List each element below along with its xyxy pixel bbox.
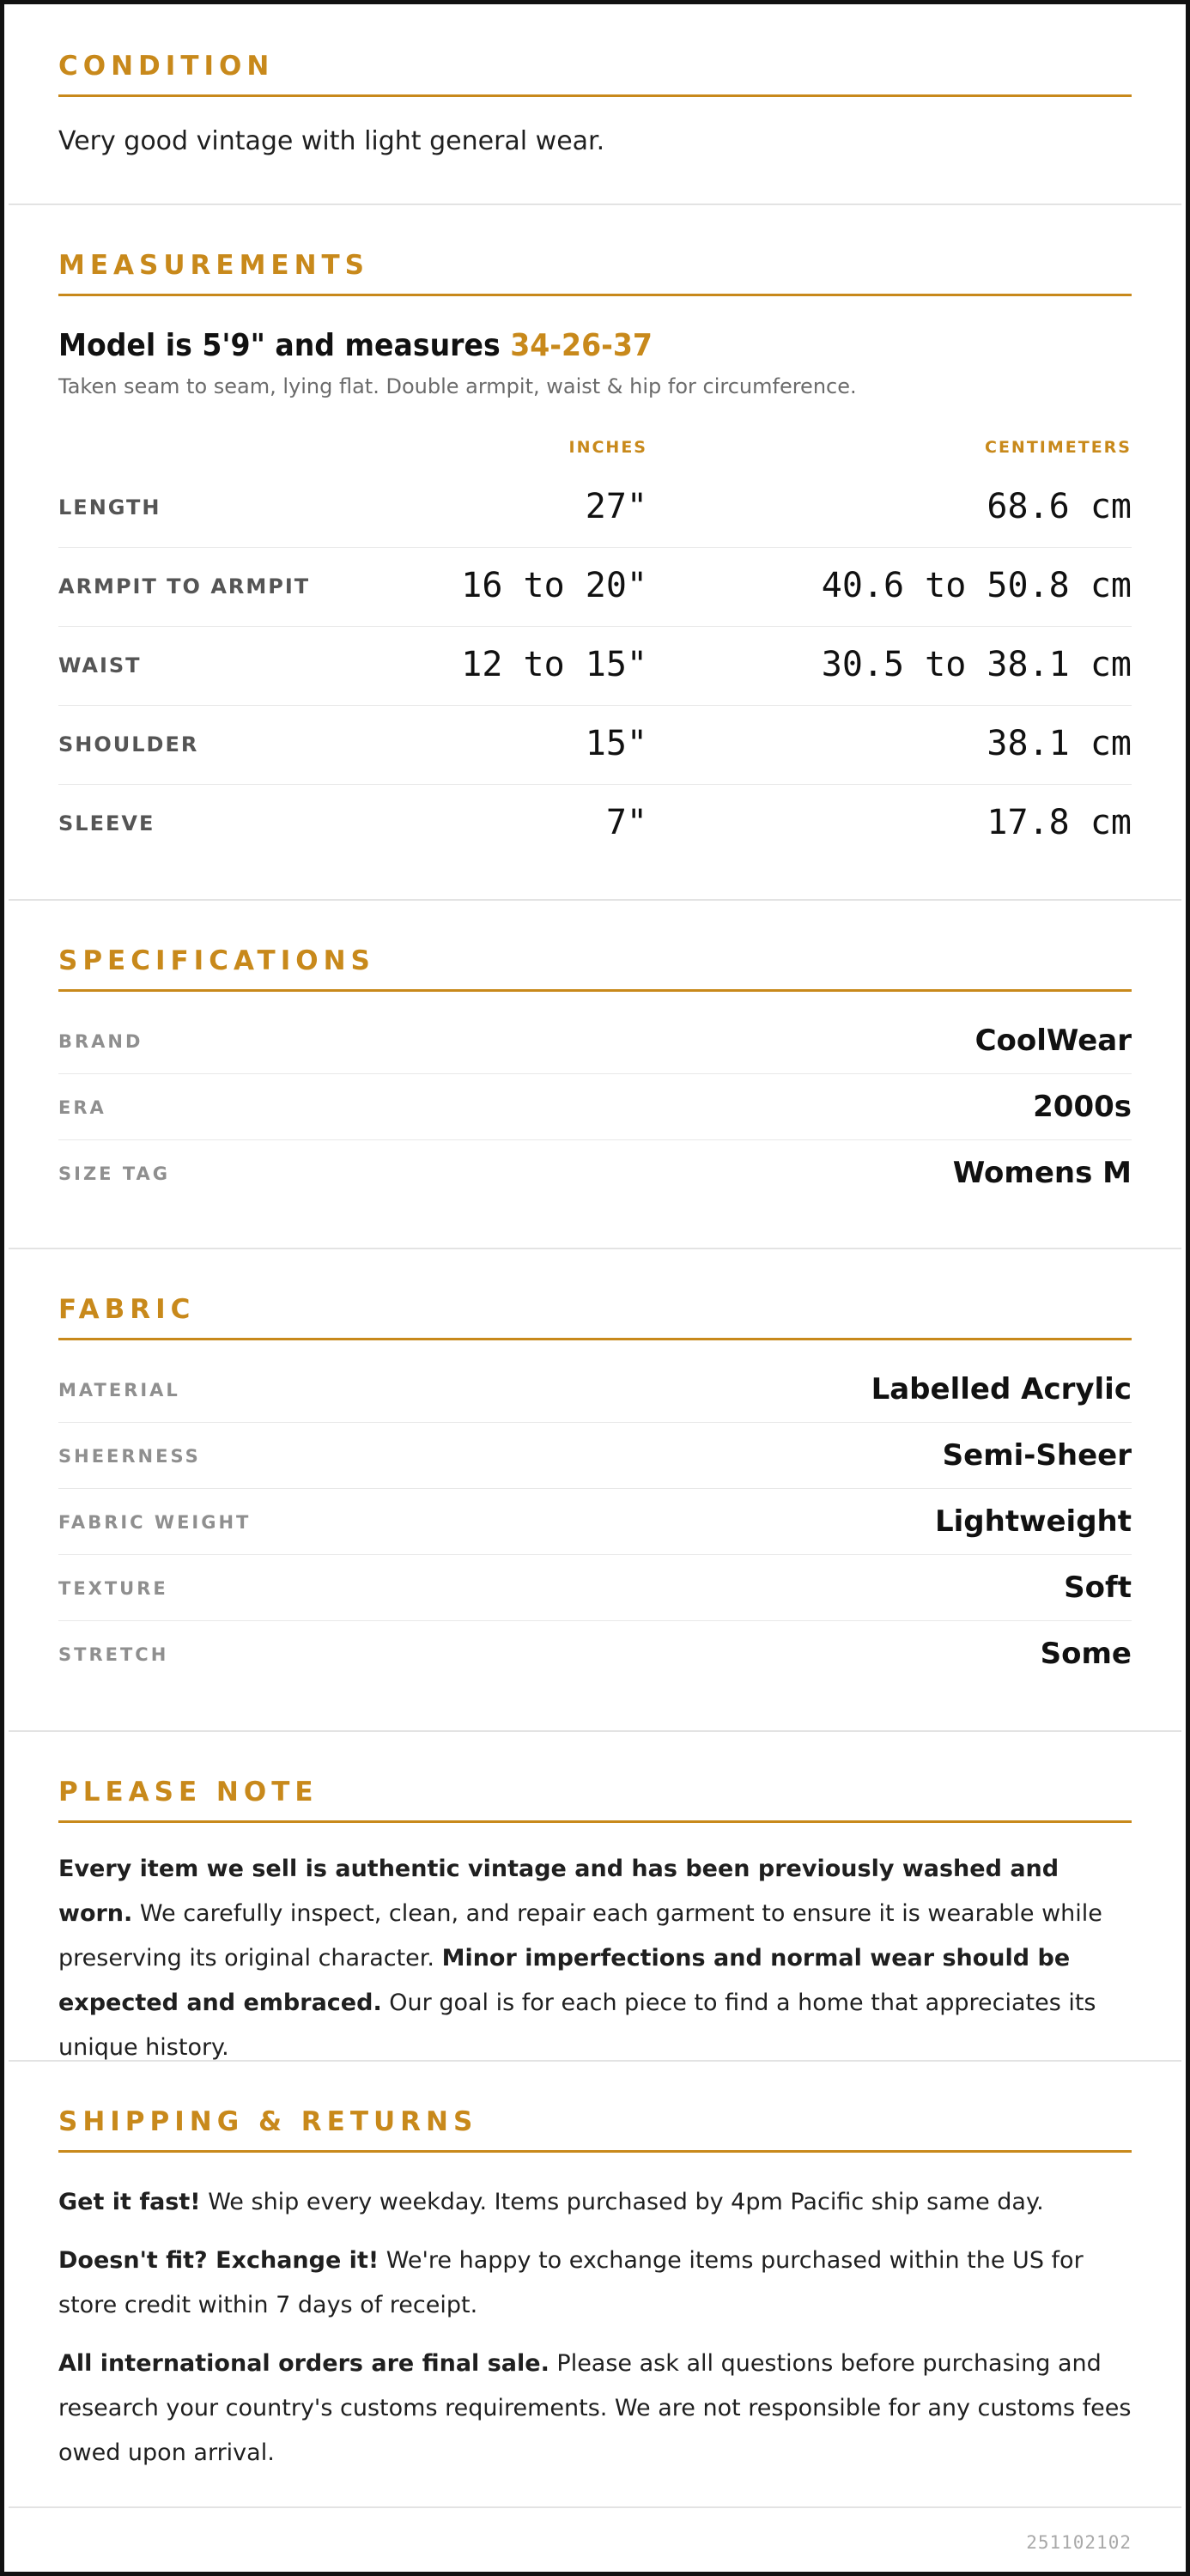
please-note-bold-1: Every item we sell is authentic vintage and has been previously washed and worn.	[58, 1856, 1059, 1927]
model-prefix: Model is 5'9" and measures	[58, 328, 511, 363]
model-measurements-line	[58, 327, 653, 365]
fabric-label: STRETCH	[58, 1644, 169, 1665]
measurement-cm: 40.6 to 50.8 cm	[821, 566, 1132, 605]
shipping-bold-2: Doesn't fit? Exchange it!	[58, 2247, 379, 2274]
please-note-heading	[58, 1775, 1132, 1823]
list-item	[58, 1620, 1132, 1686]
list-item	[58, 1073, 1132, 1140]
condition-heading	[58, 49, 1132, 97]
measurement-cm: 17.8 cm	[987, 803, 1132, 842]
measurements-heading	[58, 248, 1132, 296]
fabric-label: MATERIAL	[58, 1380, 180, 1400]
table-row	[58, 626, 1132, 706]
fabric-value: Lightweight	[934, 1504, 1132, 1539]
spec-label: ERA	[58, 1097, 106, 1118]
specifications-list	[58, 1007, 1132, 1213]
fabric-label: SHEERNESS	[58, 1446, 201, 1467]
shipping-heading-text: SHIPPING & RETURNS	[58, 2106, 478, 2137]
fabric-value: Soft	[1064, 1571, 1132, 1605]
fabric-value: Semi-Sheer	[942, 1438, 1132, 1473]
fabric-list	[58, 1356, 1132, 1691]
spec-label: BRAND	[58, 1031, 143, 1052]
centimeters-column-header: CENTIMETERS	[985, 438, 1132, 457]
list-item	[58, 1007, 1132, 1074]
model-sizes: 34-26-37	[510, 328, 653, 363]
table-row	[58, 784, 1132, 863]
measurement-inches: 27"	[585, 487, 647, 526]
specifications-heading-text: SPECIFICATIONS	[58, 945, 375, 976]
measurement-inches: 12 to 15"	[461, 645, 647, 684]
shipping-bold-3: All international orders are final sale.	[58, 2350, 549, 2377]
list-item	[58, 1139, 1132, 1206]
fabric-label: TEXTURE	[58, 1578, 168, 1599]
measurement-inches: 7"	[605, 803, 647, 842]
condition-heading-text: CONDITION	[58, 51, 275, 82]
spec-value: 2000s	[1033, 1090, 1132, 1124]
footer	[9, 2508, 1181, 2572]
shipping-paragraph-2	[58, 2239, 1132, 2328]
measurements-section	[9, 205, 1181, 901]
measurement-note: Taken seam to seam, lying flat. Double armpit, waist & hip for circumference.	[58, 374, 857, 398]
spec-label: SIZE TAG	[58, 1163, 171, 1184]
measurement-cm: 68.6 cm	[987, 487, 1132, 526]
shipping-bold-1: Get it fast!	[58, 2189, 201, 2215]
measurement-label: SLEEVE	[58, 811, 155, 835]
please-note-bold-2: Minor imperfections and normal wear should be expected and embraced.	[58, 1945, 1071, 2016]
fabric-value: Some	[1040, 1637, 1132, 1671]
shipping-heading	[58, 2105, 1132, 2153]
measurement-label: LENGTH	[58, 495, 161, 519]
fabric-label: FABRIC WEIGHT	[58, 1512, 252, 1533]
list-item	[58, 1488, 1132, 1555]
fabric-value: Labelled Acrylic	[871, 1372, 1132, 1406]
specifications-section	[9, 901, 1181, 1249]
fabric-heading	[58, 1292, 1132, 1340]
spec-value: Womens M	[952, 1156, 1132, 1190]
measurements-table	[58, 468, 1132, 863]
please-note-heading-text: PLEASE NOTE	[58, 1777, 319, 1807]
measurements-heading-text: MEASUREMENTS	[58, 250, 370, 281]
table-row	[58, 468, 1132, 548]
list-item	[58, 1356, 1132, 1423]
please-note-section	[9, 1732, 1181, 2062]
measurement-label: WAIST	[58, 653, 142, 677]
condition-text: Very good vintage with light general wear.	[58, 126, 605, 156]
shipping-section	[9, 2062, 1181, 2508]
shipping-text-3: Please ask all questions before purchasing and research your country's customs requirements. We are not responsible for any customs fees owed upon arrival.	[58, 2350, 1132, 2466]
list-item	[58, 1422, 1132, 1489]
measurement-label: SHOULDER	[58, 732, 199, 756]
shipping-paragraph-3	[58, 2342, 1132, 2476]
measurement-inches: 16 to 20"	[461, 566, 647, 605]
measurement-inches: 15"	[585, 724, 647, 763]
shipping-text-2: We're happy to exchange items purchased within the US for store credit within 7 days of receipt.	[58, 2247, 1084, 2318]
measurement-cm: 30.5 to 38.1 cm	[821, 645, 1132, 684]
list-item	[58, 1554, 1132, 1621]
table-row	[58, 547, 1132, 627]
condition-section	[9, 4, 1181, 205]
please-note-text	[58, 1847, 1132, 2070]
specifications-heading	[58, 944, 1132, 992]
please-note-text-1: We carefully inspect, clean, and repair each garment to ensure it is wearable while preserving its original character.	[58, 1900, 1102, 1971]
measurement-label: ARMPIT TO ARMPIT	[58, 574, 311, 598]
fabric-heading-text: FABRIC	[58, 1294, 196, 1325]
fabric-section	[9, 1249, 1181, 1732]
spec-value: CoolWear	[974, 1024, 1132, 1058]
shipping-paragraph-1	[58, 2180, 1132, 2225]
shipping-text-1: We ship every weekday. Items purchased by 4pm Pacific ship same day.	[200, 2189, 1044, 2215]
table-row	[58, 705, 1132, 785]
product-code: 251102102	[1026, 2532, 1132, 2553]
inches-column-header: INCHES	[568, 438, 647, 457]
measurement-cm: 38.1 cm	[987, 724, 1132, 763]
please-note-text-2: Our goal is for each piece to find a home that appreciates its unique history.	[58, 1990, 1096, 2061]
